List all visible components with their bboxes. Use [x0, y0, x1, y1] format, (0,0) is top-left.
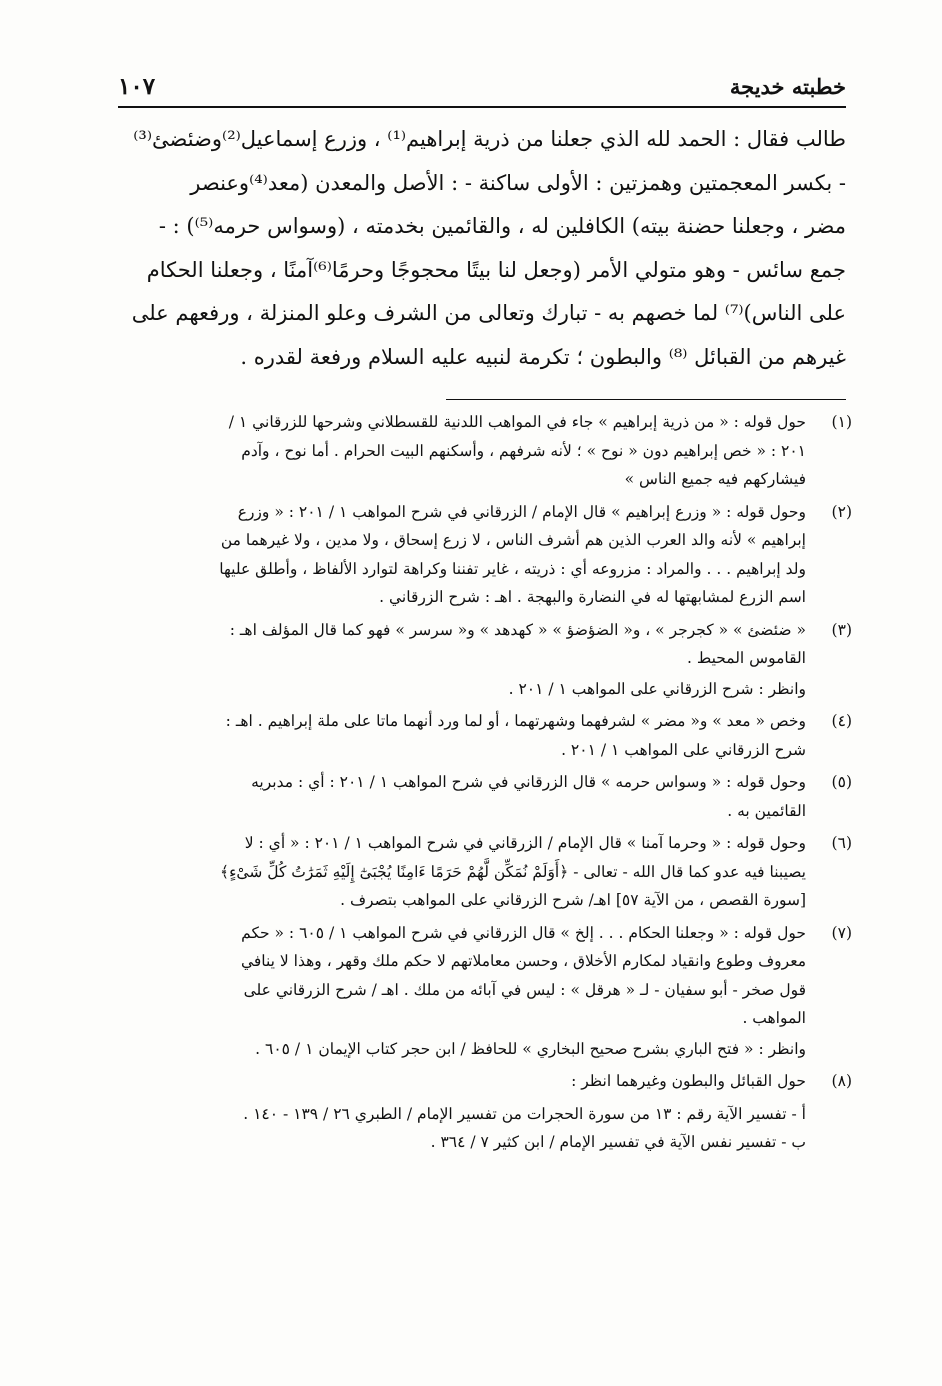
footnote-5: [104, 768, 852, 825]
footnote-text: [104, 829, 806, 915]
footnote-1: [104, 408, 852, 494]
footnote-line: « ضئضئ » « كجرجر » ، و« الضؤضؤ » « كهدهد » و« سرسر » فهو كما قال المؤلف اهـ :: [229, 620, 806, 639]
footnote-4: [104, 707, 852, 764]
footnote-line: وحول قوله : « وحرما آمنا » قال الإمام / الزرقاني في شرح المواهب ١ / ٢٠١ : « أي : لا: [244, 834, 806, 852]
footnotes: [104, 408, 852, 1157]
footnote-line: شرح الزرقاني على المواهب ١ / ٢٠١ .: [561, 740, 806, 759]
footnote-line: فيشاركهم فيه جميع الناس »: [624, 470, 806, 488]
main-text: [108, 118, 846, 379]
footnote-6: [104, 829, 852, 915]
footnote-number: (١): [831, 413, 852, 431]
footnote-line: ولد إبراهيم . . . والمراد : مزروعه أي : ذريته ، غاير تفننا وكراهة لتوارد الألفاظ ، وأطلق عليها: [219, 559, 806, 578]
footnote-text: [104, 707, 806, 764]
footnote-line: حول قوله : « من ذرية إبراهيم » جاء في المواهب اللدنية للقسطلاني وشرحها للزرقاني ١ /: [228, 413, 806, 431]
footnote-number: (٤): [831, 712, 852, 730]
footnote-line: اسم الزرع لمشابهتها له في النضارة والبهجة . اهـ : شرح الزرقاني .: [379, 588, 806, 606]
footnote-reference-b: ب - تفسير نفس الآية في تفسير الإمام / ابن كثير ٧ / ٣٦٤ .: [430, 1133, 806, 1151]
footnote-number: (٧): [831, 923, 852, 942]
footnote-quran-line: يصيبنا فيه عدو كما قال الله - تعالى - ﴿أَوَلَمْ نُمَكِّن لَّهُمْ حَرَمًا ءَامِنًا يُجْبَىٰٓ إِلَيْهِ ثَمَرَٰتُ كُلِّ شَىْءٍ﴾: [220, 862, 806, 881]
body-line: - بكسر المعجمتين وهمزتين : الأولى ساكنة - : الأصل والمعدن (معد⁽⁴⁾وعنصر: [190, 170, 846, 195]
footnote-2: [104, 498, 852, 612]
footnote-line: القائمين به .: [727, 801, 806, 820]
running-title: خطبته خديجة: [729, 73, 846, 99]
footnote-separator: [446, 399, 846, 400]
footnote-8: [104, 1067, 852, 1096]
footnote-number: (٥): [831, 773, 852, 791]
body-line: غيرهم من القبائل ⁽⁸⁾ والبطون ؛ تكرمة لنبيه عليه السلام ورفعة لقدره .: [240, 344, 846, 369]
footnote-line: وخص « معد » و« مضر » لشرفهما وشهرتهما ، أو لما ورد أنهما ماتا على ملة إبراهيم . اهـ :: [225, 712, 806, 730]
footnote-line: القاموس المحيط .: [687, 649, 806, 667]
footnote-line: ٢٠١ : « خص إبراهيم دون « نوح » ؛ لأنه شرفهم ، وأسكنهم البيت الحرام . أما نوح ، وآدم: [241, 441, 806, 460]
footnote-line: [سورة القصص ، من الآية ٥٧] اهـ/ شرح الزرقاني على المواهب بتصرف .: [340, 891, 806, 909]
page-number: ١٠٧: [118, 72, 156, 100]
footnote-7: [104, 919, 852, 1064]
footnote-line: إبراهيم » لأنه والد العرب الذين هم أشرف الناس ، لا زرع إسحاق ، ولا مدين ، ولا غيرهما من: [220, 531, 806, 549]
footnote-text: [104, 768, 806, 825]
body-line: جمع سائس - وهو متولي الأمر (وجعل لنا بيتًا محجوجًا وحرمًا⁽⁶⁾آمنًا ، وجعلنا الحكام: [146, 257, 846, 282]
page-header: [118, 66, 846, 108]
body-line: على الناس)⁽⁷⁾ لما خصهم به - تبارك وتعالى من الشرف وعلو المنزلة ، ورفعهم على: [131, 301, 846, 325]
footnote-line: قول صخر - أبو سفيان - لـ « هرقل » : ليس في آبائه من ملك . اهـ / شرح الزرقاني على: [243, 980, 806, 999]
footnote-reference-a: أ - تفسير الآية رقم : ١٣ من سورة الحجرات من تفسير الإمام / الطبري ٢٦ / ١٣٩ - ١٤٠ .: [243, 1104, 806, 1123]
footnote-see-also: وانظر : « فتح الباري بشرح صحيح البخاري » للحافظ / ابن حجر كتاب الإيمان ١ / ٦٠٥ .: [255, 1039, 806, 1058]
footnote-line: حول قوله : « وجعلنا الحكام . . . إلخ » قال الزرقاني في شرح المواهب ١ / ٦٠٥ : « حكم: [241, 923, 806, 942]
footnote-number: (٣): [831, 620, 852, 639]
footnote-line: وحول قوله : « وزرع إبراهيم » قال الإمام / الزرقاني في شرح المواهب ١ / ٢٠١ : « وزرع: [237, 502, 806, 521]
footnote-number: (٢): [831, 502, 852, 521]
footnote-line: المواهب .: [742, 1009, 806, 1027]
footnote-8-references: [104, 1100, 806, 1157]
body-line: طالب فقال : الحمد لله الذي جعلنا من ذرية إبراهيم⁽¹⁾ ، وزرع إسماعيل⁽²⁾وضئضئ⁽³⁾: [133, 127, 846, 151]
footnote-line: وحول قوله : « وسواس حرمه » قال الزرقاني في شرح المواهب ١ / ٢٠١ : أي : مدبريه: [251, 773, 806, 791]
footnote-text: [104, 498, 806, 612]
footnote-see-also: وانظر : شرح الزرقاني على المواهب ١ / ٢٠١ .: [508, 679, 806, 698]
footnote-text: [104, 616, 806, 704]
body-line: مضر ، وجعلنا حضنة بيته) الكافلين له ، والقائمين بخدمته ، (وسواس حرمه⁽⁵⁾) : -: [158, 214, 846, 238]
footnote-number: (٨): [831, 1072, 852, 1090]
footnote-text: [104, 408, 806, 494]
footnote-line: معروف وطوع وانقياد لمكارم الأخلاق ، وحسن معاملاتهم لا حكم ملك وقهر ، وهذا لا ينافي: [240, 952, 806, 970]
footnote-text: [104, 919, 806, 1064]
footnote-text: [104, 1067, 806, 1096]
footnote-number: (٦): [831, 834, 852, 852]
footnote-line: حول القبائل والبطون وغيرهما انظر :: [571, 1072, 806, 1090]
footnote-3: [104, 616, 852, 704]
